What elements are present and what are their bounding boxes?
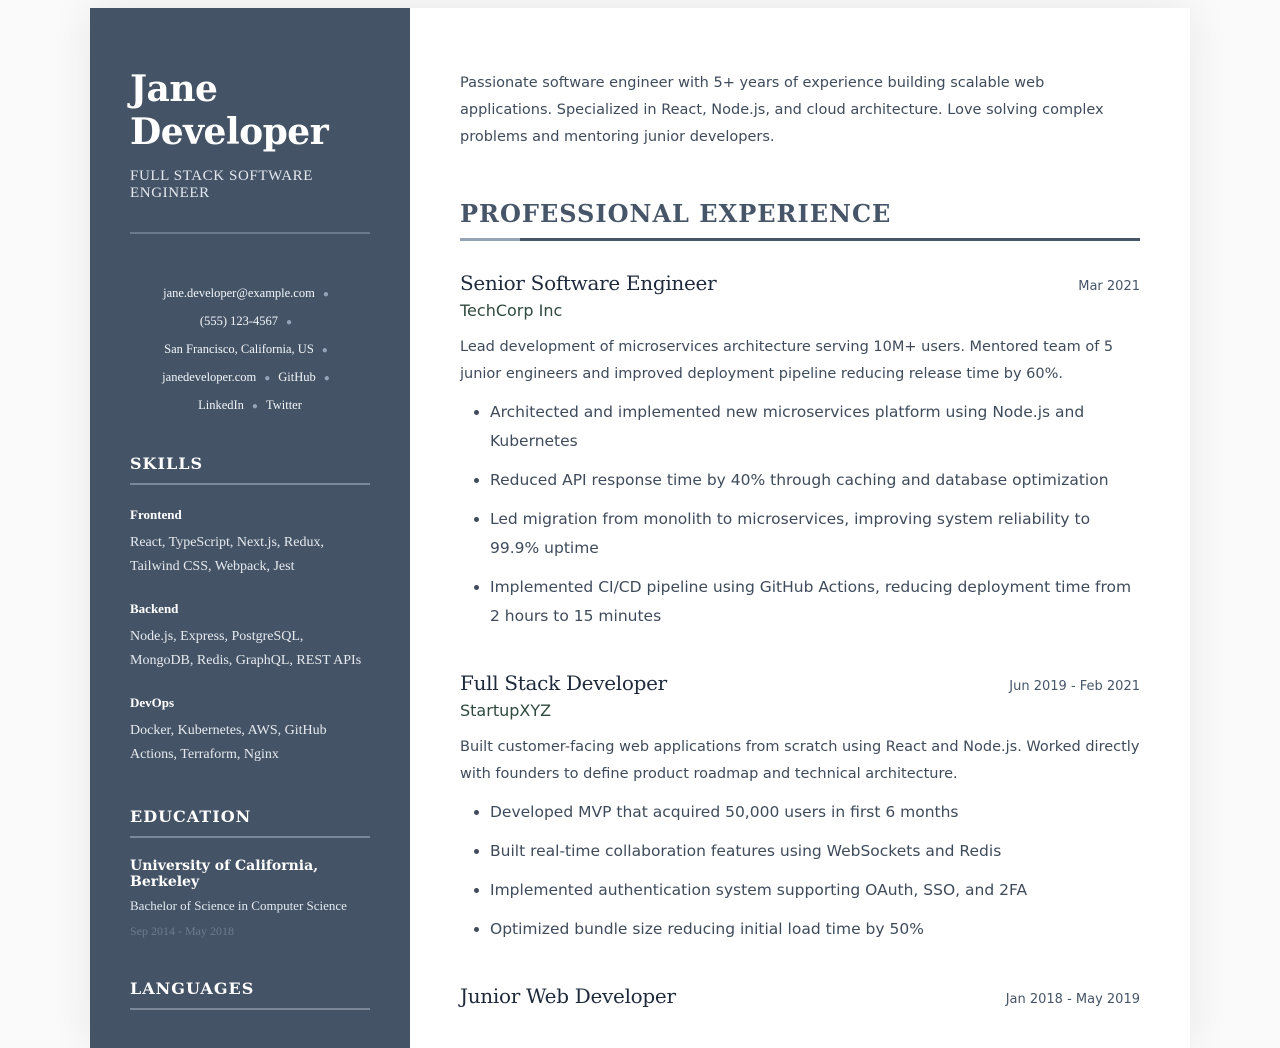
job-entry — [460, 671, 1140, 944]
header-divider — [130, 232, 370, 234]
job-date: Mar 2021 — [1078, 279, 1140, 294]
separator-dot: ● — [264, 373, 271, 384]
main-content — [410, 8, 1190, 1048]
list-item: • Reduced API response time by 40% through caching and database optimization — [490, 466, 1140, 495]
name-first: Jane — [130, 68, 218, 110]
skill-category-items: Docker, Kubernetes, AWS, GitHub Actions, Terraform, Nginx — [130, 723, 327, 762]
contact-block — [130, 280, 370, 420]
job-description: Built customer-facing web applications from scratch using React and Node.js. Worked directly with founders to define product roadmap and technical architecture. — [460, 739, 1140, 782]
contact-phone[interactable]: (555) 123-4567 — [199, 314, 279, 328]
skill-category-items: Node.js, Express, PostgreSQL, MongoDB, Redis, GraphQL, REST APIs — [130, 629, 362, 668]
education-degree: Bachelor of Science in Computer Science — [130, 898, 347, 913]
job-entry — [460, 984, 1140, 1008]
contact-twitter-link[interactable]: Twitter — [265, 398, 302, 412]
job-title: Senior Software Engineer — [460, 271, 717, 295]
list-item: • Implemented authentication system supporting OAuth, SSO, and 2FA — [490, 876, 1140, 905]
languages-heading: LANGUAGES — [130, 979, 370, 1010]
resume-page — [90, 8, 1190, 1048]
skill-category-items: React, TypeScript, Next.js, Redux, Tailwind CSS, Webpack, Jest — [130, 535, 324, 574]
list-item: • Led migration from monolith to microservices, improving system reliability to 99.9% uptime — [490, 505, 1140, 563]
skill-category-backend — [130, 601, 370, 673]
skill-category-name: Frontend — [130, 507, 182, 522]
job-title-subtitle: FULL STACK SOFTWARE ENGINEER — [130, 168, 313, 201]
experience-divider — [460, 238, 1140, 241]
candidate-name — [130, 68, 370, 154]
list-item: • Built real-time collaboration features using WebSockets and Redis — [490, 837, 1140, 866]
job-title: Full Stack Developer — [460, 671, 667, 695]
contact-location: San Francisco, California, US — [164, 342, 314, 356]
job-date: Jan 2018 - May 2019 — [1005, 992, 1140, 1007]
divider-accent — [460, 238, 520, 241]
job-title: Junior Web Developer — [460, 984, 676, 1008]
separator-dot: ● — [323, 373, 330, 384]
education-heading: EDUCATION — [130, 807, 370, 838]
sidebar — [90, 8, 410, 1048]
list-item: • Optimized bundle size reducing initial load time by 50% — [490, 915, 1140, 944]
education-school: University of California, Berkeley — [130, 858, 319, 890]
contact-email[interactable]: jane.developer@example.com — [163, 286, 315, 300]
skills-heading: SKILLS — [130, 454, 370, 485]
skill-category-devops — [130, 695, 370, 767]
job-company: StartupXYZ — [460, 701, 552, 720]
list-item: • Developed MVP that acquired 50,000 users in first 6 months — [490, 798, 1140, 827]
summary-text: Passionate software engineer with 5+ years of experience building scalable web applications. Specialized in React, Node.js, and cloud architecture. Love solving complex problems and mentoring junior developers. — [460, 75, 1104, 145]
job-header — [460, 671, 1140, 695]
skill-category-name: DevOps — [130, 695, 175, 710]
job-header — [460, 271, 1140, 295]
separator-dot: ● — [286, 317, 293, 328]
skill-category-frontend — [130, 507, 370, 579]
separator-dot: ● — [251, 401, 258, 412]
job-entry — [460, 271, 1140, 631]
job-achievements — [460, 398, 1140, 631]
job-company: TechCorp Inc — [460, 301, 563, 320]
job-header — [460, 984, 1140, 1008]
experience-heading: PROFESSIONAL EXPERIENCE — [460, 199, 892, 228]
separator-dot: ● — [321, 345, 328, 356]
name-last: Developer — [130, 111, 329, 153]
separator-dot: ● — [322, 289, 329, 300]
job-achievements — [460, 798, 1140, 944]
skill-category-name: Backend — [130, 601, 179, 616]
job-date: Jun 2019 - Feb 2021 — [1009, 679, 1140, 694]
contact-github-link[interactable]: GitHub — [278, 370, 316, 384]
contact-linkedin-link[interactable]: LinkedIn — [198, 398, 244, 412]
education-dates: Sep 2014 - May 2018 — [130, 924, 234, 938]
list-item: • Architected and implemented new microservices platform using Node.js and Kubernetes — [490, 398, 1140, 456]
job-description: Lead development of microservices architecture serving 10M+ users. Mentored team of 5 junior engineers and improved deployment pipeline reducing release time by 60%. — [460, 339, 1114, 382]
list-item: • Implemented CI/CD pipeline using GitHub Actions, reducing deployment time from 2 hours to 15 minutes — [490, 573, 1140, 631]
contact-website-link[interactable]: janedeveloper.com — [162, 370, 257, 384]
